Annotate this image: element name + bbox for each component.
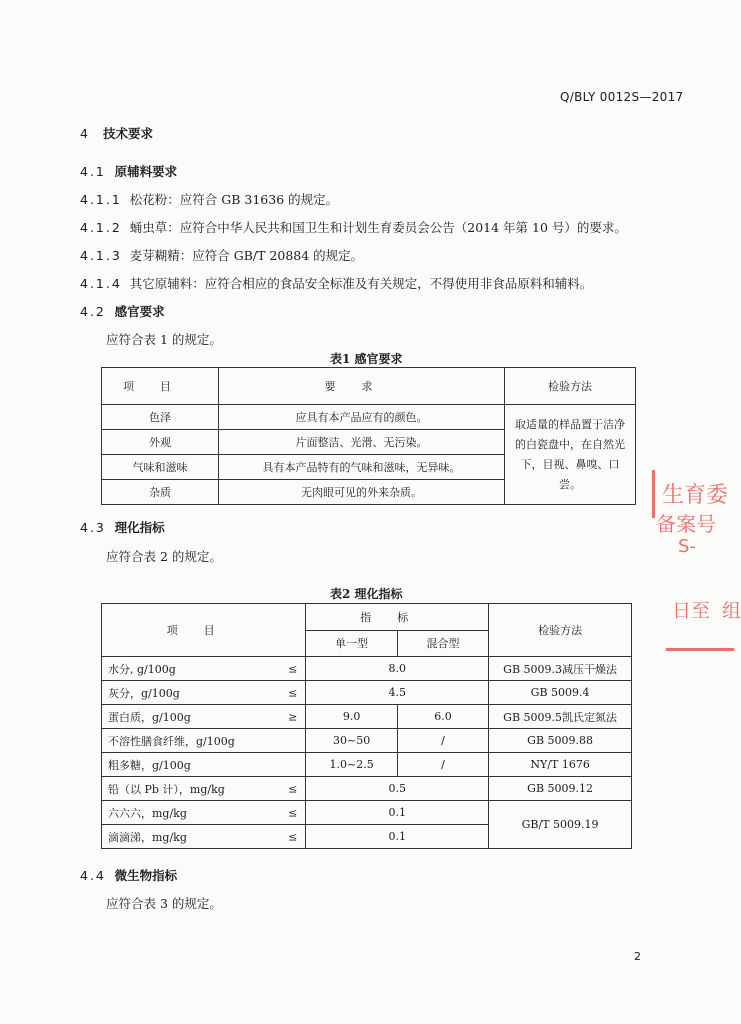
table-row [102, 657, 632, 681]
row-item: 滴滴涕，mg/kg ≤ [102, 825, 306, 849]
clause-number: 4.1.1 [80, 192, 122, 207]
heading-title: 理化指标 [114, 520, 165, 535]
page-number: 2 [634, 950, 641, 963]
row-item: 粗多糖，g/100g [102, 753, 306, 777]
row-item: 气味和滋味 [102, 455, 219, 480]
header-item: 项目 [102, 368, 219, 405]
row-item: 色泽 [102, 405, 219, 430]
heading-title: 原辅料要求 [114, 164, 178, 179]
row-method: NY/T 1676 [489, 753, 632, 777]
row-item: 灰分，g/100g ≤ [102, 681, 306, 705]
clause-text: 其它原辅料：应符合相应的食品安全标准及有关规定，不得使用非食品原料和辅料。 [129, 276, 593, 291]
row-method: GB 5009.4 [489, 681, 632, 705]
table-row [102, 729, 632, 753]
heading-number: 4.4 [80, 868, 106, 883]
stamp-border [666, 648, 734, 651]
table-row [102, 777, 632, 801]
heading-title: 技术要求 [103, 126, 154, 141]
row-item: 铅（以 Pb 计），mg/kg ≤ [102, 777, 306, 801]
row-value: 8.0 [306, 657, 489, 681]
table-row [102, 405, 636, 430]
row-value-single: 30~50 [306, 729, 397, 753]
paragraph-table1-ref: 应符合表 1 的规定。 [106, 332, 222, 347]
operator: ≤ [288, 686, 298, 699]
clause-4-1-1 [80, 190, 338, 208]
row-value: 0.5 [306, 777, 489, 801]
row-item: 蛋白质，g/100g ≥ [102, 705, 306, 729]
table-header-row [102, 604, 632, 631]
header-index: 指标 [306, 604, 489, 631]
clause-text: 松花粉：应符合 GB 31636 的规定。 [129, 192, 339, 207]
header-method: 检验方法 [489, 604, 632, 657]
clause-number: 4.1.4 [80, 276, 122, 291]
row-item: 六六六，mg/kg ≤ [102, 801, 306, 825]
row-method: GB 5009.5凯氏定氮法 [489, 705, 632, 729]
table-row [102, 753, 632, 777]
table2-caption: 表2 理化指标 [330, 587, 403, 601]
header-requirement: 要求 [219, 368, 505, 405]
row-value-single: 1.0~2.5 [306, 753, 397, 777]
row-value: 4.5 [306, 681, 489, 705]
heading-title: 微生物指标 [114, 868, 178, 883]
heading-title: 感官要求 [114, 304, 165, 319]
row-item: 不溶性膳食纤维，g/100g [102, 729, 306, 753]
clause-4-1-2 [80, 218, 627, 236]
stamp-line: 备案号 [656, 512, 716, 536]
operator: ≥ [288, 710, 298, 723]
header-mixed-type: 混合型 [397, 630, 488, 657]
heading-number: 4.2 [80, 304, 106, 319]
heading-number: 4.1 [80, 164, 106, 179]
table-row [102, 705, 632, 729]
document-code: Q/BLY 0012S—2017 [560, 90, 684, 104]
row-requirement: 应具有本产品应有的颜色。 [219, 405, 505, 430]
heading-4-3 [80, 518, 165, 536]
stamp-line: 生育委 [662, 483, 729, 508]
paragraph-table2-ref: 应符合表 2 的规定。 [106, 549, 222, 564]
row-requirement: 具有本产品特有的气味和滋味，无异味。 [219, 455, 505, 480]
clause-number: 4.1.2 [80, 220, 122, 235]
row-method: GB/T 5009.19 [489, 801, 632, 849]
clause-4-1-4 [80, 274, 592, 292]
table-row [102, 801, 632, 825]
clause-number: 4.1.3 [80, 248, 122, 263]
paragraph-table3-ref: 应符合表 3 的规定。 [106, 896, 222, 911]
row-requirement: 无肉眼可见的外来杂质。 [219, 480, 505, 505]
sensory-requirements-table [101, 367, 636, 505]
heading-number: 4.3 [80, 520, 106, 535]
row-method: GB 5009.12 [489, 777, 632, 801]
stamp-line: S- [678, 536, 696, 557]
operator: ≤ [288, 662, 298, 675]
stamp-border [652, 470, 655, 518]
heading-number: 4 [80, 126, 90, 141]
row-value: 0.1 [306, 825, 489, 849]
physicochemical-indices-table [101, 603, 632, 849]
heading-4-4 [80, 866, 177, 884]
row-item: 杂质 [102, 480, 219, 505]
filing-stamp [652, 470, 741, 655]
operator: ≤ [288, 830, 298, 843]
row-item: 外观 [102, 430, 219, 455]
clause-4-1-3 [80, 246, 363, 264]
header-method: 检验方法 [505, 368, 636, 405]
heading-4-1 [80, 162, 177, 180]
row-value-mixed: / [397, 729, 488, 753]
stamp-line: 日至 [672, 600, 711, 622]
heading-4 [80, 124, 153, 142]
row-value-single: 9.0 [306, 705, 397, 729]
row-method: GB 5009.3减压干燥法 [489, 657, 632, 681]
row-method: GB 5009.88 [489, 729, 632, 753]
table-row [102, 681, 632, 705]
row-value-mixed: / [397, 753, 488, 777]
stamp-line: 组 [722, 600, 741, 622]
method-cell: 取适量的样品置于洁净的白瓷盘中，在自然光下，目视、鼻嗅、口尝。 [505, 405, 636, 505]
row-value-mixed: 6.0 [397, 705, 488, 729]
row-requirement: 片面整洁、光滑、无污染。 [219, 430, 505, 455]
operator: ≤ [288, 782, 298, 795]
row-item: 水分, g/100g ≤ [102, 657, 306, 681]
clause-text: 麦芽糊精：应符合 GB/T 20884 的规定。 [129, 248, 364, 263]
clause-text: 蛹虫草：应符合中华人民共和国卫生和计划生育委员会公告（2014 年第 10 号）的要求。 [129, 220, 627, 235]
header-item: 项目 [102, 604, 306, 657]
table-header-row [102, 368, 636, 405]
operator: ≤ [288, 806, 298, 819]
table1-caption: 表1 感官要求 [330, 352, 403, 366]
row-value: 0.1 [306, 801, 489, 825]
header-single-type: 单一型 [306, 630, 397, 657]
heading-4-2 [80, 302, 165, 320]
